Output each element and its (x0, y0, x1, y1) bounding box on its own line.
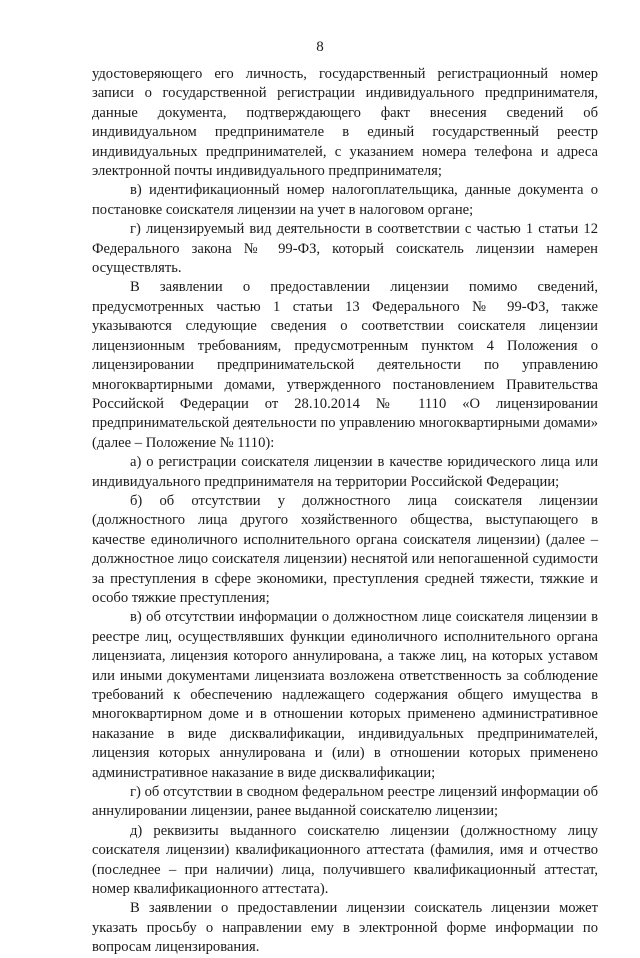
paragraph-electronic-request: В заявлении о предоставлении лицензии соискатель лицензии может указать просьбу о направлении ему в электронной форме информации по вопросам лицензирования. (92, 900, 598, 956)
document-body (92, 65, 598, 958)
paragraph-item-g-activity: г) лицензируемый вид деятельности в соответствии с частью 1 статьи 12 Федерального закона № 99-ФЗ, который соискатель лицензии намерен осуществлять. (92, 221, 598, 277)
paragraph-continuation: удостоверяющего его личность, государственный регистрационный номер записи о государственной регистрации индивидуального предпринимателя, данные документа, подтверждающего факт внесения сведений об индивидуальном предпринимателе в единый государственный реестр индивидуальных предпринимателей, с указанием номера телефона и адреса электронной почты индивидуального предпринимателя; (92, 66, 598, 180)
paragraph-item-v-inn: в) идентификационный номер налогоплательщика, данные документа о постановке соискателя лицензии на учет в налоговом органе; (92, 182, 598, 218)
page-number: 8 (316, 39, 324, 55)
paragraph-item-g-annulment: г) об отсутствии в сводном федеральном реестре лицензий информации об аннулировании лицензии, ранее выданной соискателю лицензии; (92, 784, 598, 820)
paragraph-item-v-registry: в) об отсутствии информации о должностном лице соискателя лицензии в реестре лиц, осуществлявших функции единоличного исполнительного органа лицензиата, лицензия которого аннулирована, а также лиц, на которых уставом или иными документами лицензиата возложена ответственность за соблюдение требований к обеспечению надлежащего содержания общего имущества в многоквартирном доме и в отношении которых применено административное наказание в виде дисквалификации, индивидуальных предпринимателей, лицензия которых аннулирована и (или) в отношении которых применено административное наказание в виде дисквалификации; (92, 609, 598, 781)
paragraph-item-d-certificate: д) реквизиты выданного соискателю лицензии (должностному лицу соискателя лицензии) квалификационного аттестата (фамилия, имя и отчество (последнее – при наличии) лица, получившего квалификационный аттестат, номер квалификационного аттестата). (92, 822, 598, 898)
paragraph-item-a-registration: а) о регистрации соискателя лицензии в качестве юридического лица или индивидуального предпринимателя на территории Российской Федерации; (92, 454, 598, 490)
paragraph-application-info: В заявлении о предоставлении лицензии помимо сведений, предусмотренных частью 1 статьи 13 Федерального № 99-ФЗ, также указываются следующие сведения о соответствии соискателя лицензии лицензионным требованиям, предусмотренным пунктом 4 Положения о лицензировании предпринимательской деятельности по управлению многоквартирными домами, утвержденного постановлением Правительства Российской Федерации от 28.10.2014 № 1110 «О лицензировании предпринимательской деятельности по управлению многоквартирными домами» (далее – Положение № 1110): (92, 279, 598, 451)
paragraph-item-b-criminal-record: б) об отсутствии у должностного лица соискателя лицензии (должностного лица другого хозяйственного общества, выступающего в качестве единоличного исполнительного органа соискателя лицензии) (далее – должностное лицо соискателя лицензии) неснятой или непогашенной судимости за преступления в сфере экономики, преступления средней тяжести, тяжкие и особо тяжкие преступления; (92, 492, 598, 606)
